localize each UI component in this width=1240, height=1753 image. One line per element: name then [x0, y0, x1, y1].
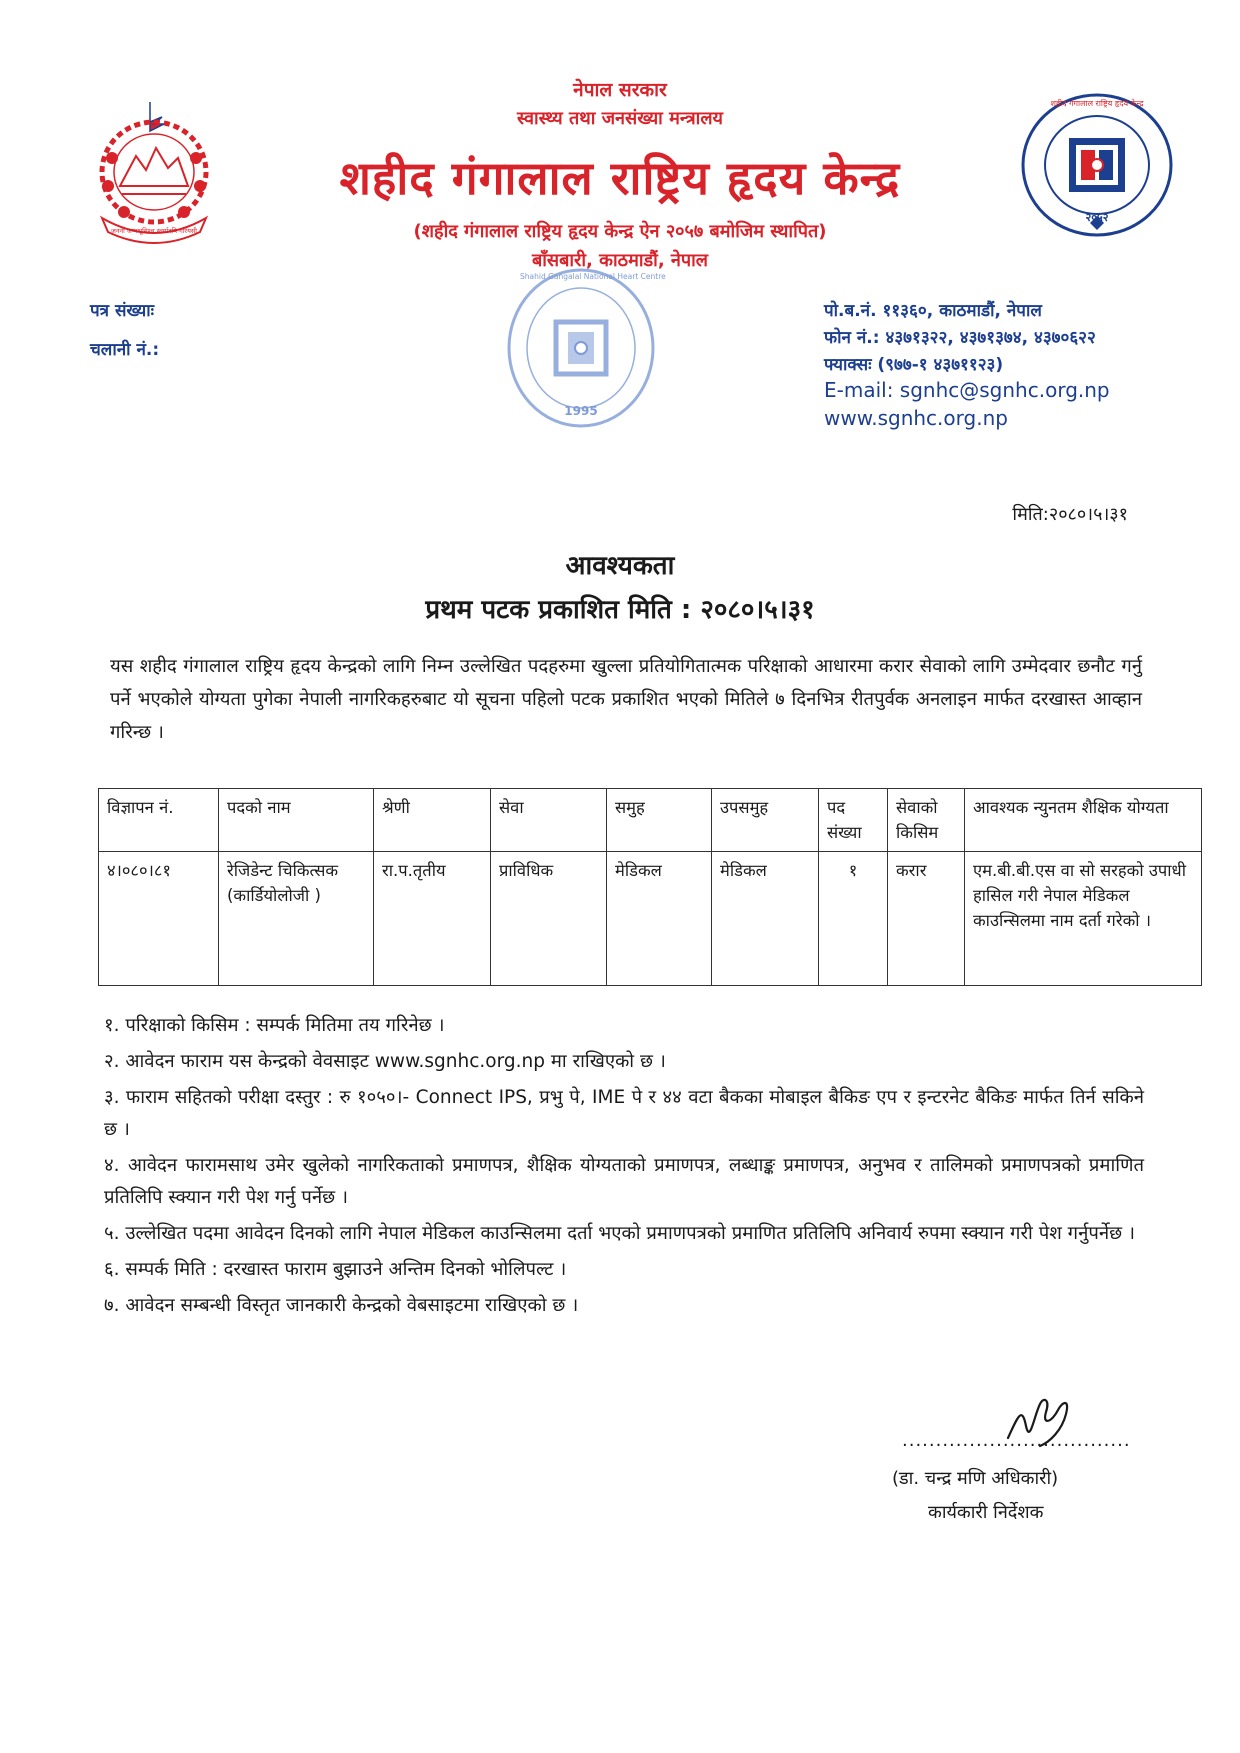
col-service: सेवा	[491, 789, 607, 852]
letter-ref-label: पत्र संख्याः	[90, 301, 155, 321]
col-post-count: पद संख्या	[819, 789, 888, 852]
note-item: २. आवेदन फाराम यस केन्द्रको वेवसाइट www.sgnhc.org.np मा राखिएको छ ।	[104, 1051, 666, 1072]
signatory-name: (डा. चन्द्र मणि अधिकारी)	[892, 1468, 1059, 1489]
note-item: ३. फाराम सहितको परीक्षा दस्तुर : रु १०५०।- Connect IPS, प्रभु पे, IME पे र ४४ वटा बैकका मोबाइल बैकिङ एप र इन्टरनेट बैकिङ मार्फत तिर्न सकिने छ ।	[104, 1087, 1144, 1140]
col-group: समुह	[607, 789, 712, 852]
signature-line: ..................................	[902, 1430, 1131, 1451]
stamp-year: 1995	[564, 404, 598, 418]
cell-post-name: रेजिडेन्ट चिकित्सक (कार्डियोलोजी )	[219, 852, 374, 986]
cell-level: रा.प.तृतीय	[374, 852, 491, 986]
government-name: नेपाल सरकार	[573, 79, 667, 101]
notice-date: मिति:२०८०।५।३१	[1012, 504, 1128, 525]
cell-ad-no: ४।०८०।८१	[99, 852, 219, 986]
dispatch-no-label: चलानी नं.:	[90, 340, 160, 360]
note-item: ६. सम्पर्क मिति : दरखास्त फाराम बुझाउने अन्तिम दिनको भोलिपल्ट ।	[104, 1259, 567, 1280]
col-subgroup: उपसमुह	[712, 789, 819, 852]
po-box: पो.ब.नं. ११३६०, काठमाडौं, नेपाल	[824, 301, 1042, 321]
cell-service-type: करार	[888, 852, 965, 986]
cell-service: प्राविधिक	[491, 852, 607, 986]
cell-group: मेडिकल	[607, 852, 712, 986]
notice-subtitle: प्रथम पटक प्रकाशित मिति : २०८०।५।३१	[425, 595, 815, 625]
fax-number: फ्याक्सः (९७७-१ ४३७११२३)	[824, 355, 1004, 375]
notes-list	[104, 1010, 1144, 1326]
ministry-name: स्वास्थ्य तथा जनसंख्या मन्त्रालय	[517, 108, 723, 129]
organization-name: शहीद गंगालाल राष्ट्रिय हृदय केन्द्र	[339, 151, 901, 205]
website-link[interactable]: www.sgnhc.org.np	[824, 406, 1008, 430]
col-level: श्रेणी	[374, 789, 491, 852]
organization-address: बाँसबारी, काठमाडौं, नेपाल	[531, 250, 709, 271]
emblem-motto: जननी जन्मभूमिश्च स्वर्गादपि गरियसी	[111, 227, 197, 235]
logo-ring-text: शहीद गंगालाल राष्ट्रिय हृदय केन्द्र	[1050, 99, 1144, 108]
vacancy-table	[98, 788, 1202, 986]
logo-year: २०५२	[1085, 211, 1109, 224]
col-qualification: आवश्यक न्युनतम शैक्षिक योग्यता	[965, 789, 1202, 852]
note-item: ४. आवेदन फारामसाथ उमेर खुलेको नागरिकताको प्रमाणपत्र, शैक्षिक योग्यताको प्रमाणपत्र, लब्धाङ्क प्रमाणपत्र, अनुभव र तालिमको प्रमाणपत्रको प्रमाणित प्रतिलिपि स्क्यान गरी पेश गर्नु पर्नेछ ।	[104, 1155, 1144, 1208]
col-ad-no: विज्ञापन नं.	[99, 789, 219, 852]
stamp-text: Shahid Gangalal National Heart Centre	[520, 272, 666, 281]
notice-title: आवश्यकता	[565, 551, 675, 581]
phone-numbers: फोन नं.: ४३७१३२२, ४३७१३७४, ४३७०६२२	[824, 328, 1096, 348]
cell-post-count: १	[819, 852, 888, 986]
cell-qualification: एम.बी.बी.एस वा सो सरहको उपाधी हासिल गरी नेपाल मेडिकल काउन्सिलमा नाम दर्ता गरेको ।	[965, 852, 1202, 986]
establishment-note: (शहीद गंगालाल राष्ट्रिय हृदय केन्द्र ऐन २०५७ बमोजिम स्थापित)	[413, 221, 827, 242]
email-address[interactable]: E-mail: sgnhc@sgnhc.org.np	[824, 378, 1110, 402]
table-row	[99, 852, 1202, 986]
cell-subgroup: मेडिकल	[712, 852, 819, 986]
note-item: ५. उल्लेखित पदमा आवेदन दिनको लागि नेपाल मेडिकल काउन्सिलमा दर्ता भएको प्रमाणपत्रको प्रमाणित प्रतिलिपि अनिवार्य रुपमा स्क्यान गरी पेश गर्नुपर्नेछ ।	[104, 1223, 1135, 1244]
col-service-type: सेवाको किसिम	[888, 789, 965, 852]
table-header-row	[99, 789, 1202, 852]
signatory-title: कार्यकारी निर्देशक	[928, 1502, 1044, 1523]
note-item: ७. आवेदन सम्बन्धी विस्तृत जानकारी केन्द्रको वेबसाइटमा राखिएको छ ।	[104, 1295, 579, 1316]
intro-paragraph: यस शहीद गंगालाल राष्ट्रिय हृदय केन्द्रको लागि निम्न उल्लेखित पदहरुमा खुल्ला प्रतियोगितात्मक परिक्षाको आधारमा करार सेवाको लागि उम्मेदवार छनौट गर्नु पर्ने भएकोले योग्यता पुगेका नेपाली नागरिकहरुबाट यो सूचना पहिलो पटक प्रकाशित भएको मितिले ७ दिनभित्र रीतपुर्वक अनलाइन मार्फत दरखास्त आव्हान गरिन्छ ।	[110, 656, 1142, 743]
note-item: १. परिक्षाको किसिम : सम्पर्क मितिमा तय गरिनेछ ।	[104, 1015, 445, 1036]
col-post-name: पदको नाम	[219, 789, 374, 852]
